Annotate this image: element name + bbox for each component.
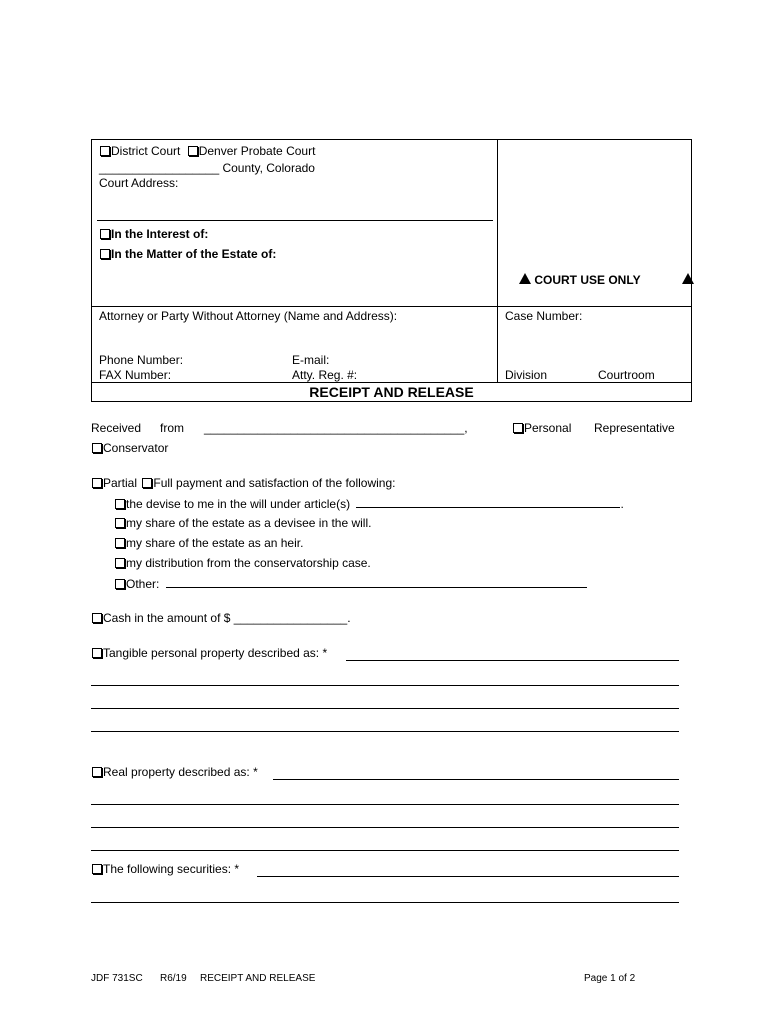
tangible-checkbox[interactable] (92, 648, 102, 658)
securities-field-line[interactable] (257, 876, 679, 877)
partial-label: Partial (103, 476, 138, 490)
tangible-field-line[interactable] (91, 708, 679, 709)
real-property-checkbox[interactable] (92, 767, 102, 777)
footer-revision: R6/19 (160, 973, 187, 984)
representative-label: Representative (594, 421, 675, 435)
district-court-label: District Court (111, 144, 181, 158)
securities-checkbox[interactable] (92, 864, 102, 874)
court-use-only (519, 273, 641, 287)
tangible-field-line[interactable] (91, 685, 679, 686)
devise-row (115, 496, 624, 511)
triangle-up-icon (682, 273, 694, 284)
denver-probate-court-label: Denver Probate Court (198, 144, 316, 158)
share-heir-label: my share of the estate as an heir. (126, 536, 304, 550)
tangible-label: Tangible personal property described as: * (103, 646, 328, 660)
devise-end: . (620, 497, 624, 511)
in-matter-checkbox[interactable] (100, 249, 110, 259)
conservator-row (92, 441, 168, 455)
cash-label[interactable]: Cash in the amount of $ _________________. (103, 611, 351, 625)
case-number-label: Case Number: (505, 309, 583, 323)
other-checkbox[interactable] (115, 579, 125, 589)
denver-probate-court-checkbox[interactable] (188, 146, 198, 156)
devise-label: the devise to me in the will under article(s) (126, 497, 351, 511)
other-label: Other: (126, 577, 160, 591)
cash-row (92, 611, 351, 625)
real-property-field-line[interactable] (91, 850, 679, 851)
triangle-up-icon (519, 273, 531, 284)
division-label: Division (505, 368, 548, 382)
devise-checkbox[interactable] (115, 499, 125, 509)
atty-reg-label: Atty. Reg. #: (292, 368, 358, 382)
conservator-label: Conservator (103, 441, 169, 455)
cash-checkbox[interactable] (92, 613, 102, 623)
phone-label: Phone Number: (99, 353, 184, 367)
in-interest-label: In the Interest of: (111, 227, 209, 241)
share-devisee-checkbox[interactable] (115, 518, 125, 528)
courtroom-label: Courtroom (598, 368, 655, 382)
in-matter-row (100, 247, 276, 261)
in-matter-label: In the Matter of the Estate of: (111, 247, 277, 261)
securities-row (92, 862, 239, 876)
received-from-field[interactable]: _______________________________________, (204, 421, 468, 435)
share-devisee-label: my share of the estate as a devisee in the will. (126, 516, 372, 530)
court-type-row (100, 144, 315, 158)
attorney-label: Attorney or Party Without Attorney (Name and Address): (99, 309, 398, 323)
district-court-checkbox[interactable] (100, 146, 110, 156)
in-interest-checkbox[interactable] (100, 229, 110, 239)
securities-field-line[interactable] (91, 902, 679, 903)
county-line[interactable]: __________________ County, Colorado (99, 161, 315, 175)
footer-form-id: JDF 731SC (91, 973, 143, 984)
court-address-label: Court Address: (99, 176, 179, 190)
partial-checkbox[interactable] (92, 478, 102, 488)
share-heir-checkbox[interactable] (115, 538, 125, 548)
tangible-row (92, 646, 327, 660)
other-row (115, 576, 587, 591)
payment-type-row (92, 476, 396, 490)
securities-label: The following securities: * (103, 862, 240, 876)
footer-page: Page 1 of 2 (584, 973, 636, 984)
court-use-only-right-triangle (682, 273, 694, 287)
tangible-field-line[interactable] (346, 660, 679, 661)
tangible-field-line[interactable] (91, 731, 679, 732)
fax-label: FAX Number: (99, 368, 172, 382)
real-property-field-line[interactable] (91, 827, 679, 828)
devise-articles-field[interactable] (356, 496, 620, 508)
real-property-label: Real property described as: * (103, 765, 258, 779)
received-label: Received (91, 421, 142, 435)
caption-divider-attorney (92, 306, 691, 307)
personal-representative-row (513, 421, 571, 435)
in-interest-row (100, 227, 208, 241)
real-property-field-line[interactable] (91, 804, 679, 805)
personal-label: Personal (524, 421, 572, 435)
share-heir-row (115, 536, 303, 550)
other-field[interactable] (166, 576, 587, 588)
distribution-checkbox[interactable] (115, 558, 125, 568)
form-title: RECEIPT AND RELEASE (309, 384, 474, 400)
full-payment-label: Full payment and satisfaction of the following: (153, 476, 396, 490)
personal-representative-checkbox[interactable] (513, 423, 523, 433)
caption-divider-title (92, 382, 691, 383)
court-use-only-label: COURT USE ONLY (534, 273, 641, 287)
real-property-row (92, 765, 258, 779)
share-devisee-row (115, 516, 371, 530)
from-label: from (160, 421, 184, 435)
caption-vertical-divider (497, 140, 498, 382)
email-label: E-mail: (292, 353, 330, 367)
court-address-line (97, 220, 493, 221)
footer-title: RECEIPT AND RELEASE (200, 973, 316, 984)
distribution-label: my distribution from the conservatorship case. (126, 556, 371, 570)
real-property-field-line[interactable] (273, 779, 679, 780)
full-payment-checkbox[interactable] (142, 478, 152, 488)
conservator-checkbox[interactable] (92, 443, 102, 453)
distribution-row (115, 556, 371, 570)
